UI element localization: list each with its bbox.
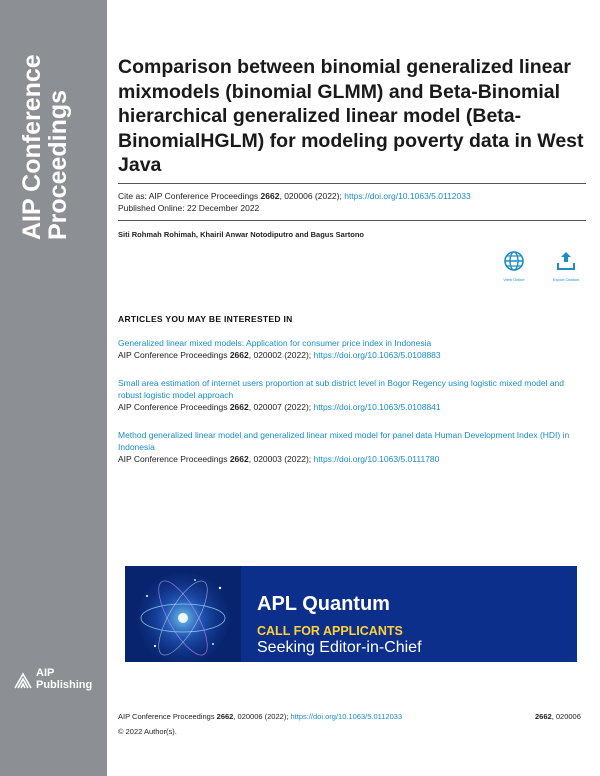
view-online-label: View Online — [503, 277, 525, 282]
related-article-3-volume: 2662 — [229, 454, 249, 464]
globe-icon — [503, 250, 525, 272]
citation-doi-link[interactable]: https://doi.org/10.1063/5.0112033 — [344, 191, 471, 201]
view-online-button[interactable] — [494, 250, 534, 282]
related-article-1 — [118, 337, 586, 361]
related-article-1-journal: AIP Conference Proceedings — [118, 350, 230, 360]
publisher-logo[interactable] — [13, 668, 99, 696]
author-list: Siti Rohmah Rohimah, Khairil Anwar Notodiputro and Bagus Sartono — [118, 230, 364, 239]
quantum-art-image — [125, 566, 241, 662]
related-article-3-journal: AIP Conference Proceedings — [118, 454, 230, 464]
journal-sidebar — [0, 0, 107, 776]
journal-name — [19, 54, 71, 240]
related-article-2-volume: 2662 — [229, 402, 249, 412]
title-divider — [118, 183, 586, 184]
related-article-1-title[interactable]: Generalized linear mixed models: Application for consumer price index in Indonesia — [118, 338, 432, 348]
published-date: Published Online: 22 December 2022 — [118, 203, 260, 213]
related-article-3 — [118, 429, 586, 465]
related-article-3-citation — [118, 453, 586, 465]
related-articles-heading: ARTICLES YOU MAY BE INTERESTED IN — [118, 314, 293, 324]
publisher-name-line1: AIP — [36, 667, 55, 679]
footer-page-rest: , 020006 — [551, 712, 581, 721]
related-article-2-journal: AIP Conference Proceedings — [118, 402, 230, 412]
related-article-3-doi-link[interactable]: https://doi.org/10.1063/5.0111780 — [313, 454, 440, 464]
related-article-2-title[interactable]: Small area estimation of internet users proportion at sub district level in Bogor Regency using logistic mixed model and robust logistic model approach — [118, 378, 565, 400]
footer-journal: AIP Conference Proceedings — [118, 712, 217, 721]
ad-banner[interactable] — [125, 566, 577, 662]
citation-volume: 2662 — [260, 191, 280, 201]
related-article-2 — [118, 377, 586, 413]
related-article-3-rest: , 020003 (2022); — [248, 454, 314, 464]
related-article-1-citation — [118, 349, 586, 361]
footer-copyright: © 2022 Author(s). — [118, 727, 177, 736]
footer-rest: , 020006 (2022); — [233, 712, 291, 721]
footer-volume: 2662 — [216, 712, 234, 721]
related-article-3-title[interactable]: Method generalized linear model and generalized linear mixed model for panel data Human Development Index (HDI) in Indonesia — [118, 430, 570, 452]
banner-title: APL Quantum — [257, 593, 390, 615]
export-icon — [555, 250, 577, 272]
export-citation-button[interactable] — [546, 250, 586, 282]
publisher-name-line2: Publishing — [36, 678, 93, 691]
export-citation-label: Export Citation — [552, 277, 580, 282]
footer-citation — [118, 712, 402, 721]
article-title: Comparison between binomial generalized linear mixmodels (binomial GLMM) and Beta-Binomial hierarchical generalized linear model (Beta- BinomialHGLM) for modeling poverty data in West Java — [118, 56, 584, 176]
related-article-1-doi-link[interactable]: https://doi.org/10.1063/5.0108883 — [313, 350, 441, 360]
footer-page-number — [535, 712, 581, 721]
related-article-2-citation — [118, 401, 586, 413]
journal-name-line1: AIP Conference — [18, 54, 46, 240]
footer-doi-link[interactable]: https://doi.org/10.1063/5.0112033 — [290, 712, 403, 721]
citation-rest: , 020006 (2022); — [279, 191, 345, 201]
related-article-1-rest: , 020002 (2022); — [248, 350, 314, 360]
journal-name-line2: Proceedings — [44, 89, 72, 240]
banner-call-to-action: CALL FOR APPLICANTS — [257, 624, 403, 638]
banner-subtitle: Seeking Editor-in-Chief — [257, 639, 422, 656]
related-article-1-volume: 2662 — [229, 350, 249, 360]
related-article-2-rest: , 020007 (2022); — [248, 402, 314, 412]
footer-page-volume: 2662 — [535, 712, 552, 721]
citation-prefix: Cite as: AIP Conference Proceedings — [118, 191, 261, 201]
meta-divider — [118, 220, 586, 221]
publisher-logo-icon — [13, 671, 33, 691]
citation-line — [118, 191, 471, 202]
related-article-2-doi-link[interactable]: https://doi.org/10.1063/5.0108841 — [313, 402, 441, 412]
